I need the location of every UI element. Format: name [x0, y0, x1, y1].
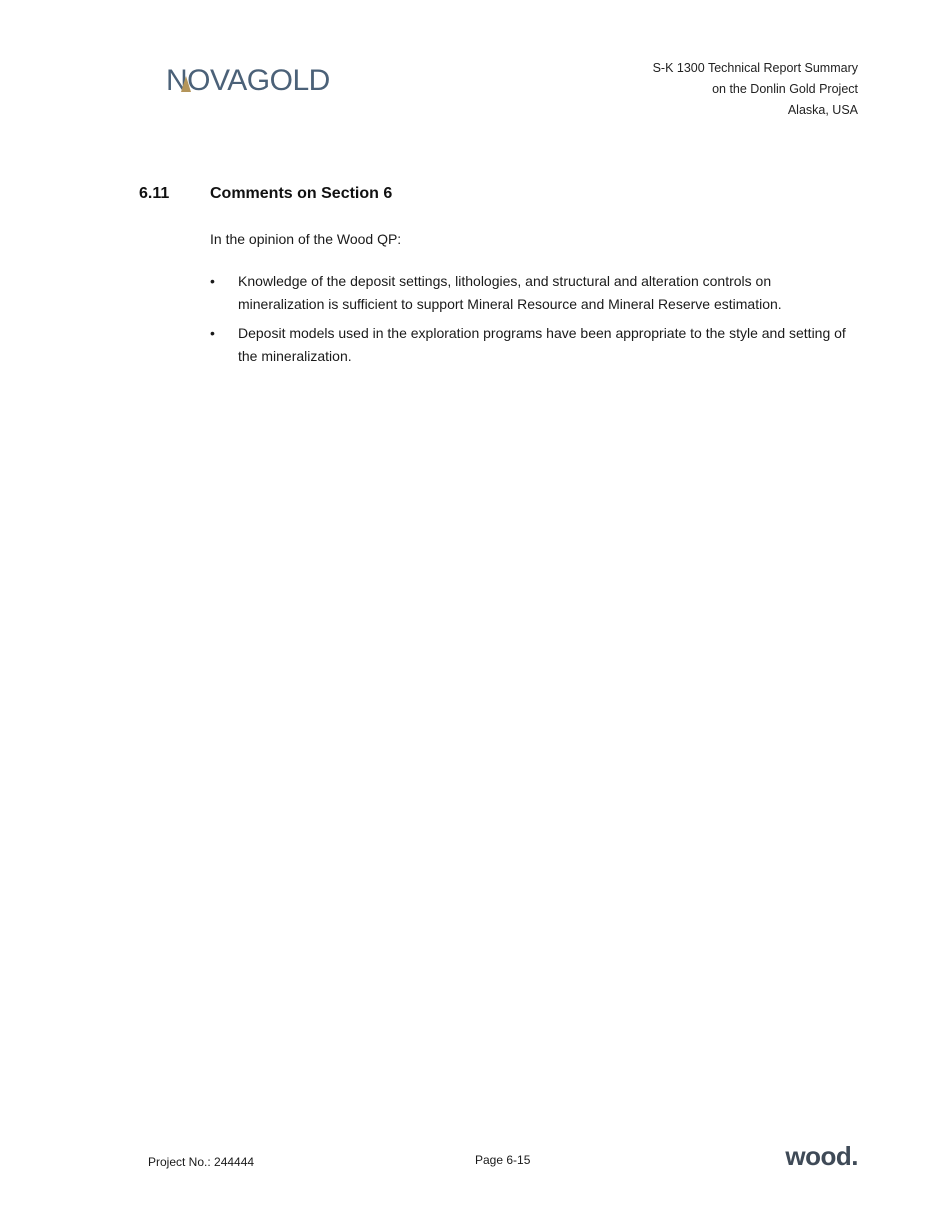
intro-paragraph: In the opinion of the Wood QP: [210, 231, 402, 247]
logo-accent-icon [181, 76, 191, 92]
report-header [653, 58, 858, 121]
bullet-icon: • [210, 325, 215, 341]
list-item [210, 270, 860, 316]
wood-logo: wood. [785, 1141, 858, 1171]
novagold-logo: NOVAGOLD [166, 64, 330, 97]
project-number: Project No.: 244444 [148, 1155, 255, 1169]
bullet-text: Knowledge of the deposit settings, lithologies, and structural and alteration controls on mineralization is sufficient to support Mineral Resource and Mineral Reserve estimation. [238, 273, 782, 312]
report-title-line2: on the Donlin Gold Project [712, 82, 858, 96]
section-title: Comments on Section 6 [210, 185, 393, 202]
list-item [210, 322, 860, 368]
report-title-line3: Alaska, USA [787, 103, 858, 117]
bullet-text: Deposit models used in the exploration programs have been appropriate to the style and setting of the mineralization. [238, 325, 846, 364]
report-title-line1: S-K 1300 Technical Report Summary [652, 61, 858, 75]
page-number: Page 6-15 [475, 1153, 531, 1167]
section-heading [139, 185, 392, 203]
bullet-icon: • [210, 273, 215, 289]
section-number: 6.11 [139, 185, 170, 202]
bullet-list [210, 270, 860, 374]
